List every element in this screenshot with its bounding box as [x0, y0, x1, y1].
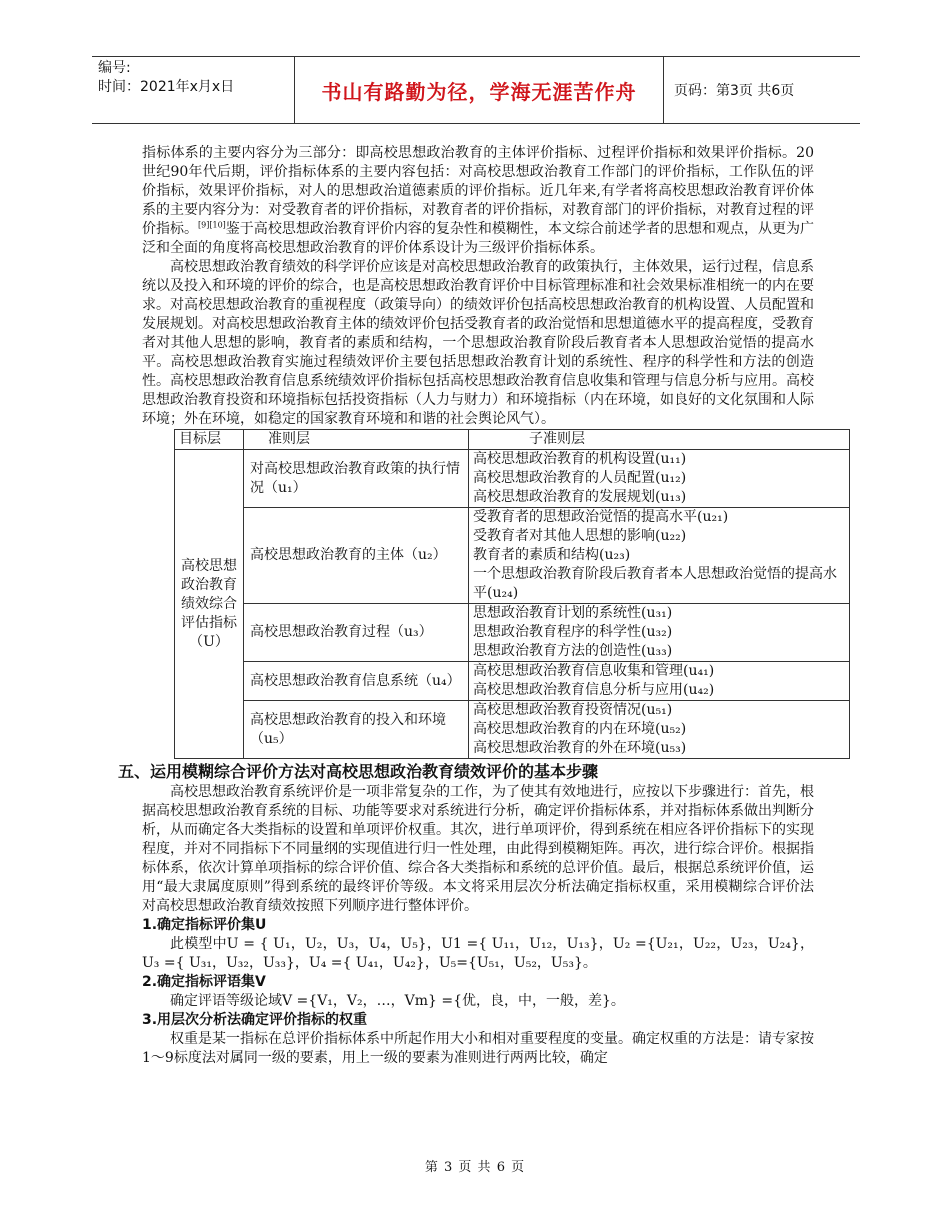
goal-cell: 高校思想政治教育绩效综合评估指标（U） — [175, 450, 244, 759]
step-3-text: 权重是某一指标在总评价指标体系中所起作用大小和相对重要程度的变量。确定权重的方法是：请专家按1～9标度法对属同一级的要素，用上一级的要素为准则进行两两比较，确定 — [142, 1031, 814, 1066]
subcriterion-item: 高校思想政治教育的外在环境(u₅₃) — [473, 740, 687, 756]
subcriterion-item: 高校思想政治教育的发展规划(u₁₃) — [473, 489, 687, 505]
subcriterion-item: 高校思想政治教育的内在环境(u₅₂) — [473, 721, 687, 737]
table-header-criterion: 准则层 — [244, 430, 469, 450]
subcriterion-item: 受教育者对其他人思想的影响(u₂₂) — [473, 528, 687, 544]
subcriterion-item: 一个思想政治教育阶段后教育者本人思想政治觉悟的提高水平(u₂₄) — [473, 566, 837, 601]
evaluation-index-table — [174, 429, 850, 759]
step-2-text: 确定评语等级论域V ={V₁，V₂，…，Vm} ={优，良，中，一般，差}。 — [170, 993, 625, 1009]
step-2-heading: 2.确定指标评语集V — [142, 974, 266, 990]
table-row — [175, 701, 850, 759]
subcriterion-cell — [469, 701, 850, 759]
subcriterion-item: 高校思想政治教育的人员配置(u₁₂) — [473, 470, 687, 486]
page-header — [92, 56, 860, 124]
criterion-cell: 高校思想政治教育的主体（u₂） — [244, 508, 469, 604]
subcriterion-item: 思想政治教育程序的科学性(u₃₂) — [473, 624, 673, 640]
page-footer: 第 3 页 共 6 页 — [424, 1160, 526, 1175]
subcriterion-item: 受教育者的思想政治觉悟的提高水平(u₂₁) — [473, 509, 729, 525]
step-1-text: 此模型中U = { U₁，U₂，U₃，U₄，U₅}，U1 ={ U₁₁，U₁₂，U₁₃}，U₂ ={U₂₁，U₂₂，U₂₃，U₂₄}， U₃ ={ U₃₁，U₃₂，U₃₃}，U₄ ={ U₄₁，U₄₂}，U₅={U₅₁，U₅₂，U₅₃}。 — [142, 936, 814, 971]
criterion-cell: 对高校思想政治教育政策的执行情况（u₁） — [244, 450, 469, 508]
criterion-cell: 高校思想政治教育信息系统（u₄） — [244, 662, 469, 701]
subcriterion-item: 思想政治教育计划的系统性(u₃₁) — [473, 605, 673, 621]
paragraph-1-tail: 鉴于高校思想政治教育评价内容的复杂性和模糊性，本文综合前述学者的思想和观点，从更为广泛和全面的角度将高校思想政治教育的评价体系设计为三级评价指标体系。 — [142, 221, 815, 256]
subcriterion-cell — [469, 604, 850, 662]
citation-ref: [9][10] — [198, 220, 226, 230]
criterion-cell: 高校思想政治教育过程（u₃） — [244, 604, 469, 662]
header-page-info: 页码：第3页 共6页 — [674, 83, 795, 99]
table-header-subcriterion: 子准则层 — [469, 430, 850, 450]
paragraph-1 — [142, 144, 814, 258]
table-header-goal: 目标层 — [175, 430, 244, 450]
number-label: 编号: — [98, 60, 131, 76]
time-label: 时间：2021年x月x日 — [98, 79, 235, 95]
step-1-heading: 1.确定指标评价集U — [142, 917, 267, 933]
subcriterion-cell — [469, 508, 850, 604]
subcriterion-item: 高校思想政治教育信息分析与应用(u₄₂) — [473, 682, 715, 698]
subcriterion-cell — [469, 662, 850, 701]
section-5-heading: 五、运用模糊综合评价方法对高校思想政治教育绩效评价的基本步骤 — [118, 762, 599, 781]
subcriterion-item: 高校思想政治教育信息收集和管理(u₄₁) — [473, 663, 715, 679]
document-body — [118, 144, 837, 1068]
paragraph-1-text: 指标体系的主要内容分为三部分：即高校思想政治教育的主体评价指标、过程评价指标和效果评价指标。20世纪90年代后期，评价指标体系的主要内容包括：对高校思想政治教育工作部门的评价指标，工作队伍的评价指标，效果评价指标，对人的思想政治道德素质的评价指标。近几年来,有学者将高校思想政治教育评价体系的主要内容分为：对受教育者的评价指标，对教育者的评价指标，对教育部门的评价指标，对教育过程的评价指标。 — [142, 145, 814, 237]
subcriterion-cell — [469, 450, 850, 508]
table-row — [175, 604, 850, 662]
header-motto: 书山有路勤为径，学海无涯苦作舟 — [294, 57, 664, 123]
step-3-heading: 3.用层次分析法确定评价指标的权重 — [142, 1012, 368, 1028]
paragraph-2: 高校思想政治教育绩效的科学评价应该是对高校思想政治教育的政策执行，主体效果，运行过程，信息系统以及投入和环境的评价的综合，也是高校思想政治教育评价中目标管理标准和社会效果标准相统一的内在要求。对高校思想政治教育的重视程度（政策导向）的绩效评价包括高校思想政治教育的机构设置、人员配置和发展规划。对高校思想政治教育主体的绩效评价包括受教育者的政治觉悟和思想道德水平的提高程度，受教育者对其他人思想的影响，教育者的素质和结构，一个思想政治教育阶段后教育者本人思想政治觉悟的提高水平。高校思想政治教育实施过程绩效评价主要包括思想政治教育计划的系统性、程序的科学性和方法的创造性。高校思想政治教育信息系统绩效评价指标包括高校思想政治教育信息收集和管理与信息分析与应用。高校思想政治教育投资和环境指标包括投资指标（人力与财力）和环境指标（内在环境，如良好的文化氛围和人际环境；外在环境，如稳定的国家教育环境和和谐的社会舆论风气）。 — [142, 259, 814, 427]
table-row — [175, 662, 850, 701]
table-header-row — [175, 430, 850, 450]
subcriterion-item: 高校思想政治教育的机构设置(u₁₁) — [473, 451, 687, 467]
subcriterion-item: 思想政治教育方法的创造性(u₃₃) — [473, 643, 673, 659]
table-row — [175, 450, 850, 508]
criterion-cell: 高校思想政治教育的投入和环境（u₅） — [244, 701, 469, 759]
section-5-intro: 高校思想政治教育系统评价是一项非常复杂的工作，为了使其有效地进行，应按以下步骤进行：首先，根据高校思想政治教育系统的目标、功能等要求对系统进行分析，确定评价指标体系，并对指标体系做出判断分析，从而确定各大类指标的设置和单项评价权重。其次，进行单项评价，得到系统在相应各评价指标下的实现程度，并对不同指标下不同量纲的实现值进行归一性处理，由此得到模糊矩阵。再次，进行综合评价。根据指标体系，依次计算单项指标的综合评价值、综合各大类指标和系统的总评价值。最后，根据总系统评价值，运用“最大隶属度原则”得到系统的最终评价等级。本文将采用层次分析法确定指标权重，采用模糊综合评价法对高校思想政治教育绩效按照下列顺序进行整体评价。 — [142, 784, 814, 914]
table-row — [175, 508, 850, 604]
header-left — [92, 57, 294, 123]
subcriterion-item: 教育者的素质和结构(u₂₃) — [473, 547, 631, 563]
subcriterion-item: 高校思想政治教育投资情况(u₅₁) — [473, 702, 673, 718]
